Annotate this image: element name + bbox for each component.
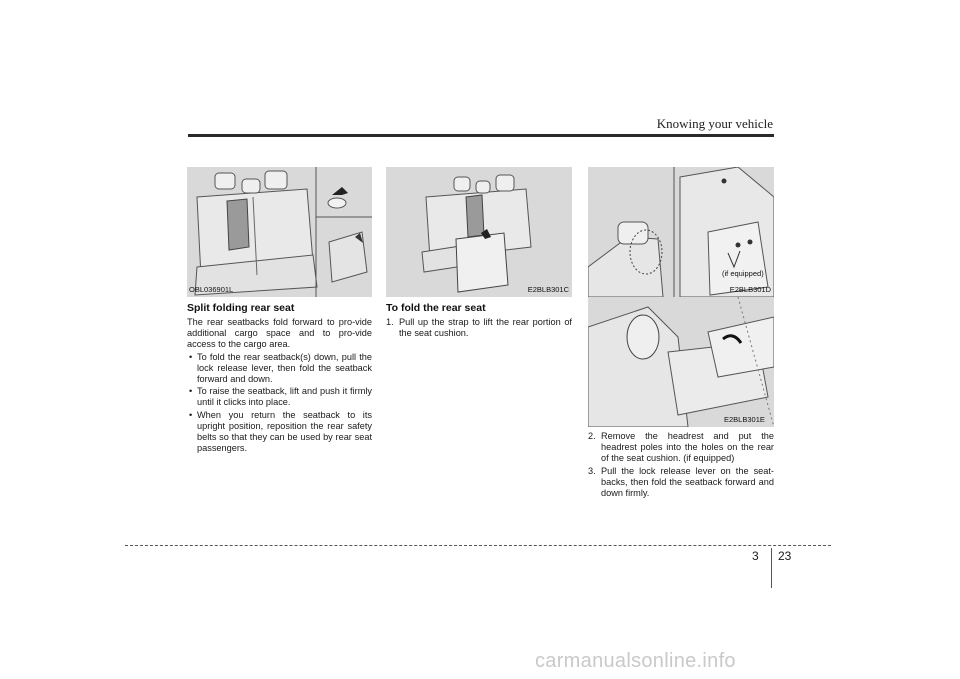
page-number-separator: [771, 548, 772, 588]
figure-rear-seat-split: [187, 167, 372, 297]
step-text: Pull up the strap to lift the rear portion of the seat cushion.: [399, 317, 572, 339]
figure-code: OBL036901L: [189, 285, 234, 294]
figure-code: E2BLB301E: [724, 415, 765, 424]
header-rule: [188, 134, 774, 137]
figure-note: (if equipped): [722, 269, 764, 278]
step-list: [386, 317, 572, 339]
bullet-list: [187, 352, 372, 455]
step-number: 2.: [588, 431, 596, 441]
footer-rule: [125, 545, 831, 546]
section-fold-steps-continued: [588, 431, 774, 500]
figure-fold-rear-seat: [386, 167, 572, 297]
section-heading: Split folding rear seat: [187, 302, 295, 314]
figure-code: E2BLB301D: [729, 285, 771, 294]
step-item: [588, 466, 774, 500]
page-number: 23: [778, 549, 792, 563]
figure-lock-release-lever: [588, 297, 774, 427]
watermark: carmanualsonline.info: [535, 650, 736, 672]
rear-seat-illustration: [187, 167, 372, 297]
figure-headrest-holes: [588, 167, 774, 297]
section-heading: To fold the rear seat: [386, 302, 486, 314]
step-number: 3.: [588, 465, 596, 476]
page-header-title: Knowing your vehicle: [656, 116, 773, 131]
bullet-item: • To fold the rear seatback(s) down, pull the lock release lever, then fold the seatback forward and down.: [187, 352, 372, 386]
bullet-item: • When you return the seatback to its upright position, reposition the rear safety belts so that they can be used by rear seat passengers.: [187, 410, 372, 455]
step-item: [588, 431, 774, 465]
step-item: [386, 317, 572, 339]
step-list: [588, 431, 774, 499]
step-number: 1.: [386, 317, 394, 327]
seatback-lever-illustration: [588, 297, 774, 427]
section-split-folding: [187, 302, 372, 455]
step-text: Pull the lock release lever on the seat-backs, then fold the seatback forward and down firmly.: [601, 465, 774, 499]
seat-cushion-strap-illustration: [386, 167, 572, 297]
figure-code: E2BLB301C: [527, 285, 569, 294]
chapter-number: 3: [752, 549, 759, 563]
bullet-item: • To raise the seatback, lift and push it firmly until it clicks into place.: [187, 386, 372, 408]
section-intro: The rear seatbacks fold forward to pro-vide additional cargo space and to pro-vide access to the cargo area.: [187, 317, 372, 350]
section-fold-rear-seat: [386, 302, 572, 340]
step-text: Remove the headrest and put the headrest poles into the holes on the rear of the seat cushion. (if equipped): [601, 431, 774, 464]
